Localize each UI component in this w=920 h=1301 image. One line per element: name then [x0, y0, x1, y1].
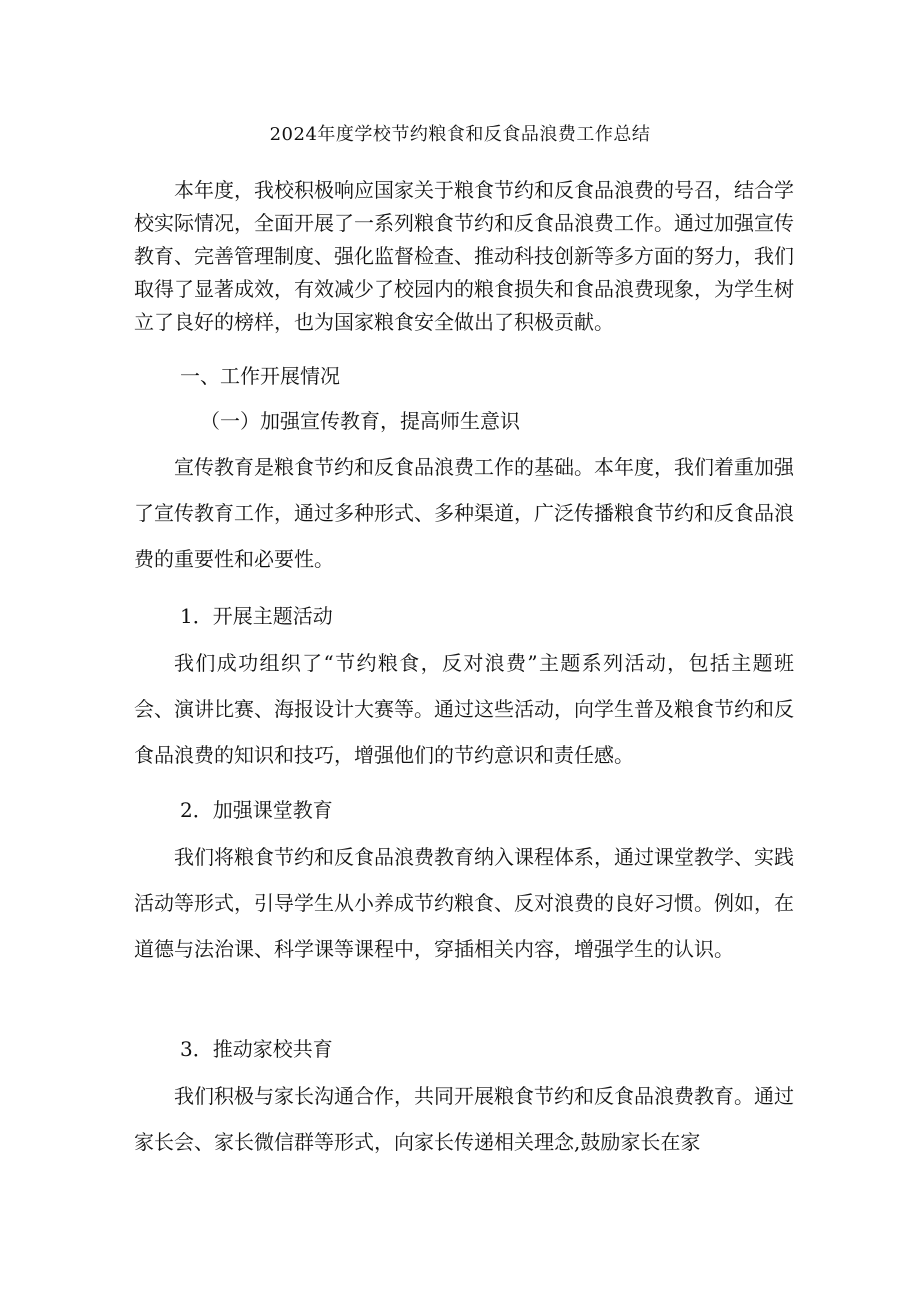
item-paragraph-3: 我们积极与家长沟通合作，共同开展粮食节约和反食品浪费教育。通过家长会、家长微信群等形式，向家长传递相关理念,鼓励家长在家 — [134, 1084, 794, 1154]
section-heading: 一、工作开展情况 — [180, 364, 340, 388]
intro-paragraph: 本年度，我校积极响应国家关于粮食节约和反食品浪费的号召，结合学校实际情况，全面开展了一系列粮食节约和反食品浪费工作。通过加强宣传教育、完善管理制度、强化监督检查、推动科技创新等多方面的努力，我们取得了显著成效，有效减少了校园内的粮食损失和食品浪费现象，为学生树立了良好的榜样，也为国家粮食安全做出了积极贡献。 — [134, 178, 794, 334]
item-heading-1: 1．开展主题活动 — [180, 604, 333, 628]
subsection-heading: （一）加强宣传教育，提高师生意识 — [200, 409, 520, 433]
item-heading-2: 2．加强课堂教育 — [180, 798, 333, 822]
item-paragraph-2: 我们将粮食节约和反食品浪费教育纳入课程体系，通过课堂教学、实践活动等形式，引导学生从小养成节约粮食、反对浪费的良好习惯。例如，在道德与法治课、科学课等课程中，穿插相关内容，增强学生的认识。 — [134, 845, 794, 961]
document-title: 2024年度学校节约粮食和反食品浪费工作总结 — [269, 124, 651, 145]
subsection-paragraph: 宣传教育是粮食节约和反食品浪费工作的基础。本年度，我们着重加强了宣传教育工作，通过多种形式、多种渠道，广泛传播粮食节约和反食品浪费的重要性和必要性。 — [134, 455, 794, 571]
item-paragraph-1: 我们成功组织了“节约粮食，反对浪费”主题系列活动，包括主题班会、演讲比赛、海报设计大赛等。通过这些活动，向学生普及粮食节约和反食品浪费的知识和技巧，增强他们的节约意识和责任感。 — [134, 651, 794, 767]
item-heading-3: 3．推动家校共育 — [180, 1037, 333, 1061]
